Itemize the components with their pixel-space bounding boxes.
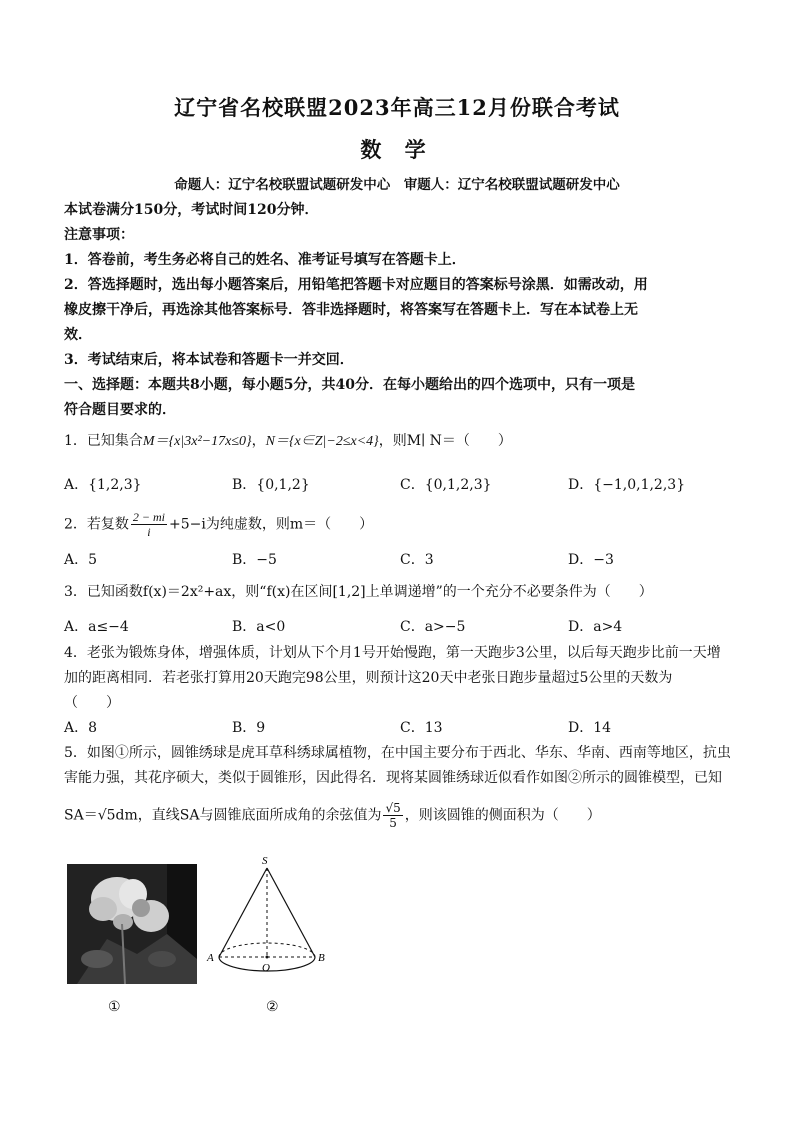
section-1-line-2: 符合题目要求的．: [64, 402, 176, 418]
cone-edge-sb: [267, 868, 315, 957]
q4-option-b: B．9: [232, 720, 266, 736]
exam-authors: 命题人：辽宁名校联盟试题研发中心 审题人：辽宁名校联盟试题研发中心: [174, 177, 620, 193]
question-5-line-3: [64, 801, 601, 830]
label-b: B: [318, 952, 325, 964]
q3-option-b: B．a<0: [232, 619, 286, 635]
q2-frac-den: i: [147, 525, 151, 539]
exam-subject: 数 学: [360, 137, 434, 162]
note-1: 1．答卷前，考生务必将自己的姓名、准考证号填写在答题卡上．: [64, 252, 466, 268]
question-1-stem: [64, 430, 512, 450]
hydrangea-photo: [67, 864, 197, 984]
hydrangea-photo-image: [67, 864, 197, 984]
q3-option-d: D．a>4: [568, 619, 623, 635]
q1-option-d: D．{−1,0,1,2,3}: [568, 477, 686, 493]
q3-option-a: A．a≤−4: [64, 619, 129, 635]
q2-option-d: D．−3: [568, 552, 614, 568]
label-o: O: [262, 962, 270, 974]
q2-frac-num: 2 − mi: [132, 510, 166, 524]
q2-stem-a: 2．若复数: [64, 516, 129, 533]
q1-stem-a: 1．已知集合: [64, 433, 143, 449]
q4-option-a: A．8: [64, 720, 98, 736]
q1-option-b: B．{0,1,2}: [232, 477, 310, 493]
q1-set-n: N＝{x∈Z|−2≤x<4}: [265, 434, 379, 449]
label-s: S: [262, 855, 268, 867]
q1-option-a: A．{1,2,3}: [64, 477, 142, 493]
q1-sep: ，: [251, 433, 266, 449]
q2-fraction: [131, 510, 167, 539]
q5-line-3b: ，则该圆锥的侧面积为（ ）: [404, 807, 601, 824]
q2-option-c: C．3: [400, 552, 434, 568]
note-3: 3．考试结束后，将本试卷和答题卡一并交回．: [64, 352, 354, 368]
note-2-line-1: 2．答选择题时，选出每小题答案后，用铅笔把答题卡对应题目的答案标号涂黑．如需改动，用: [64, 277, 648, 293]
question-5-line-2: 害能力强，其花序硕大，类似于圆锥形，因此得名．现将某圆锥绣球近似看作如图②所示的圆锥模型，已知: [64, 770, 722, 786]
notes-title: 注意事项：: [64, 227, 134, 243]
question-2-stem: [64, 510, 373, 539]
note-2-line-3: 效．: [64, 327, 92, 343]
figure-2-caption: ②: [266, 999, 279, 1015]
q5-fraction: [383, 801, 402, 830]
question-3-stem: 3．已知函数f(x)＝2x²+ax，则“f(x)在区间[1,2]上单调递增”的一个充分不必要条件为（ ）: [64, 584, 653, 600]
q2-option-a: A．5: [64, 552, 98, 568]
exam-title: 辽宁省名校联盟2023年高三12月份联合考试: [174, 95, 620, 120]
question-4-line-3: （ ）: [64, 695, 120, 711]
q2-stem-b: +5−i为纯虚数，则m＝（ ）: [169, 516, 374, 533]
figure-1-caption: ①: [108, 999, 121, 1015]
q5-frac-den: 5: [389, 816, 397, 830]
cone-diagram: [205, 850, 330, 980]
cone-center-point: [266, 956, 269, 959]
label-a: A: [207, 952, 214, 964]
q4-option-d: D．14: [568, 720, 612, 736]
question-4-line-2: 加的距离相同．若老张打算用20天跑完98公里，则预计这20天中老张日跑步量超过5公里的天数为: [64, 670, 673, 686]
q1-set-m: M＝{x|3x²−17x≤0}: [142, 434, 252, 449]
note-2-line-2: 橡皮擦干净后，再选涂其他答案标号．答非选择题时，将答案写在答题卡上．写在本试卷上无: [64, 302, 638, 318]
q3-option-c: C．a>−5: [400, 619, 466, 635]
q5-frac-num: √5: [385, 801, 401, 815]
q1-stem-b: ，则M∣ N＝（ ）: [378, 433, 512, 449]
q1-option-c: C．{0,1,2,3}: [400, 477, 492, 493]
score-line: 本试卷满分150分，考试时间120分钟．: [64, 202, 319, 218]
section-1-line-1: 一、选择题：本题共8小题，每小题5分，共40分．在每小题给出的四个选项中，只有一项是: [64, 377, 635, 393]
question-5-line-1: 5．如图①所示，圆锥绣球是虎耳草科绣球属植物，在中国主要分布于西北、华东、华南、西南等地区，抗虫: [64, 745, 731, 761]
q4-option-c: C．13: [400, 720, 443, 736]
q2-option-b: B．−5: [232, 552, 277, 568]
question-4-line-1: 4．老张为锻炼身体，增强体质，计划从下个月1号开始慢跑，第一天跑步3公里，以后每天跑步比前一天增: [64, 645, 721, 661]
q5-line-3a: SA＝√5dm，直线SA与圆锥底面所成角的余弦值为: [64, 807, 382, 824]
